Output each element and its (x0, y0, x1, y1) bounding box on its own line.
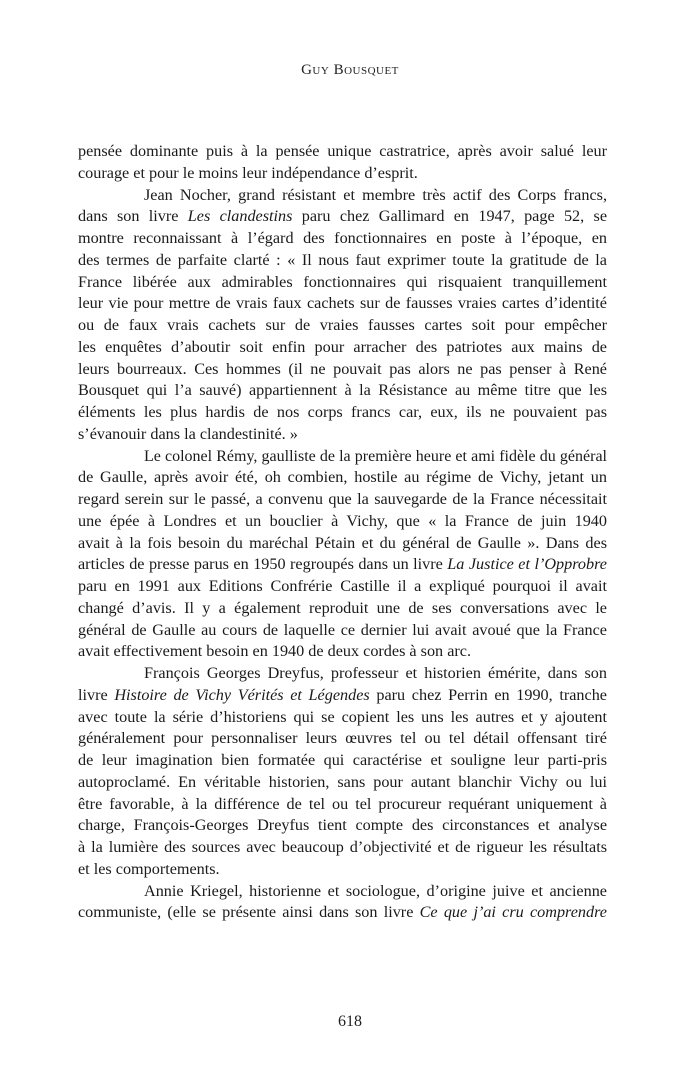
text-line: à la lumière des sources avec beaucoup d’objectivité et de rigueur les résultats (78, 838, 607, 856)
text-line: ou de faux vrais cachets sur de vraies fausses cartes soit pour empêcher (78, 316, 607, 334)
text-line: de leur imagination bien formatée qui caractérise et souligne leur parti-pris (78, 751, 607, 769)
text-line (78, 206, 607, 228)
text-line: généralement pour personnaliser leurs œuvres tel ou tel détail offensant tiré (78, 729, 607, 748)
text-line: avait effectivement besoin en 1940 de deux cordes à son arc. (78, 642, 471, 661)
text-run: paru chez Gallimard en 1947, page 52, se (292, 207, 608, 226)
book-title: La Justice et l’Opprobre (447, 555, 607, 574)
text-line: Bousquet qui l’a sauvé) appartiennent à la Résistance au même titre que les (78, 381, 607, 400)
text-line: leurs bourreaux. Ces hommes (il ne pouvait pas alors ne pas penser à René (78, 359, 607, 378)
text-run: communiste, (elle se présente ainsi dans son livre (78, 903, 420, 922)
text-line: charge, François-Georges Dreyfus tient compte des circonstances et analyse (78, 816, 607, 835)
text-run: livre (78, 685, 115, 704)
text-line: changé d’avis. Il y a également reproduit une de ses conversations avec le (78, 598, 607, 617)
text-run: dans son livre (78, 207, 188, 226)
book-title: Histoire de Vichy Vérités et Légendes (114, 685, 370, 704)
text-line (78, 902, 607, 924)
text-line: être favorable, à la différence de tel ou tel procureur requérant uniquement à (78, 794, 607, 813)
running-head: Guy Bousquet (301, 62, 399, 78)
text-line: général de Gaulle au cours de laquelle ce dernier lui avait avoué que la France (78, 620, 607, 639)
text-run: paru chez Perrin en 1990, tranche (369, 685, 607, 704)
text-line (78, 685, 607, 707)
text-line: Jean Nocher, grand résistant et membre très actif des Corps francs, (144, 185, 607, 204)
text-line: François Georges Dreyfus, professeur et historien émérite, dans son (144, 664, 607, 682)
text-line: et les comportements. (78, 859, 220, 878)
text-line: autoproclamé. En véritable historien, sans pour autant blanchir Vichy ou lui (78, 772, 607, 791)
text-run: articles de presse parus en 1950 regroupés dans un livre (78, 555, 448, 574)
book-title: Ce que j’ai cru comprendre (419, 903, 607, 922)
book-title: Les clandestins (187, 207, 293, 226)
text-line: pensée dominante puis à la pensée unique castratrice, après avoir salué leur (78, 142, 607, 160)
text-line: France libérée aux admirables fonctionnaires qui risquaient tranquillement (78, 272, 607, 291)
text-line (78, 554, 607, 576)
text-line: leur vie pour mettre de vrais faux cachets sur de fausses vraies cartes d’identité (78, 294, 607, 313)
text-line: une épée à Londres et un bouclier à Vichy, que « la France de juin 1940 (78, 511, 607, 530)
text-line: Annie Kriegel, historienne et sociologue, d’origine juive et ancienne (144, 881, 607, 900)
text-line: s’évanouir dans la clandestinité. » (78, 424, 298, 443)
text-line: des termes de parfaite clarté : « Il nous faut exprimer toute la gratitude de la (78, 250, 607, 269)
text-line: de Gaulle, après avoir été, oh combien, hostile au régime de Vichy, jetant un (78, 468, 607, 487)
text-line: avec toute la série d’historiens qui se copient les uns les autres et y ajoutent (78, 707, 607, 726)
body-text (78, 141, 607, 924)
text-line: éléments les plus hardis de nos corps francs car, eux, ils ne pouvaient pas (78, 403, 607, 421)
text-line: les enquêtes d’aboutir soit enfin pour arracher des patriotes aux mains de (78, 337, 607, 356)
page-number: 618 (338, 1013, 362, 1030)
text-line: regard serein sur le passé, a convenu que la sauvegarde de la France nécessitait (78, 490, 607, 508)
text-line: paru en 1991 aux Editions Confrérie Castille il a expliqué pourquoi il avait (78, 577, 607, 595)
text-line: courage et pour le moins leur indépendance d’esprit. (78, 163, 418, 182)
text-line: avait à la fois besoin du maréchal Pétain et du général de Gaulle ». Dans des (78, 533, 607, 552)
text-line: Le colonel Rémy, gaulliste de la première heure et ami fidèle du général (144, 447, 607, 465)
text-line: montre reconnaissant à l’égard des fonctionnaires en poste à l’époque, en (78, 229, 607, 247)
